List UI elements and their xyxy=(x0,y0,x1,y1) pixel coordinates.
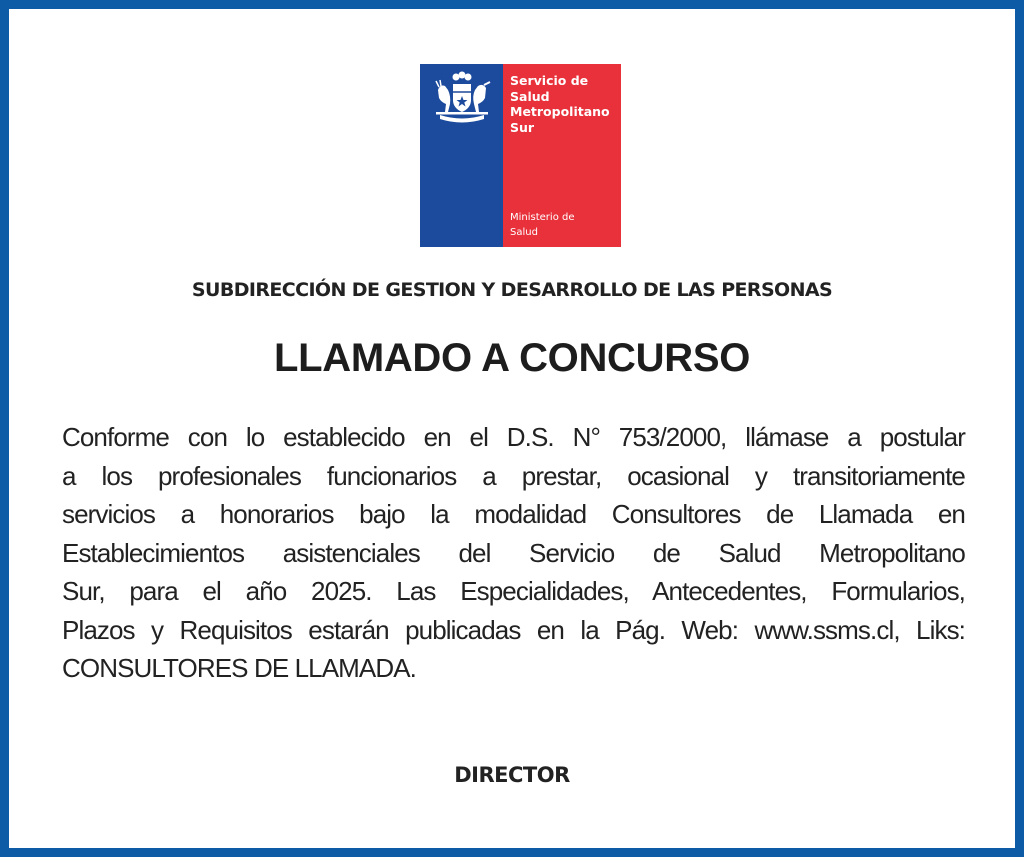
body-line: a los profesionales funcionarios a prestar, ocasional y transitoriamente xyxy=(62,460,965,491)
body-line: Sur, para el año 2025. Las Especialidades, Antecedentes, Formularios, xyxy=(62,576,965,606)
body-line: Conforme con lo establecido en el D.S. N° 753/2000, llámase a postular xyxy=(62,422,965,452)
logo-red-panel xyxy=(503,64,621,247)
logo-service-name: Servicio de Salud Metropolitano Sur xyxy=(510,73,610,135)
signature: DIRECTOR xyxy=(454,763,570,787)
chile-coat-of-arms-icon xyxy=(426,68,498,130)
ssms-logo xyxy=(420,64,621,247)
body-line: Plazos y Requisitos estarán publicadas en la Pág. Web: www.ssms.cl, Liks: xyxy=(62,614,965,645)
body-line: CONSULTORES DE LLAMADA. xyxy=(62,653,416,683)
document-title: LLAMADO A CONCURSO xyxy=(273,336,751,380)
logo-ministry-name: Ministerio de Salud xyxy=(510,212,575,238)
body-line: Establecimientos asistenciales del Servicio de Salud Metropolitano xyxy=(62,537,965,568)
announcement-body xyxy=(62,418,965,688)
department-subtitle: SUBDIRECCIÓN DE GESTION Y DESARROLLO DE LAS PERSONAS xyxy=(191,279,833,301)
body-line: servicios a honorarios bajo la modalidad Consultores de Llamada en xyxy=(62,499,965,529)
logo-blue-panel xyxy=(420,64,503,247)
